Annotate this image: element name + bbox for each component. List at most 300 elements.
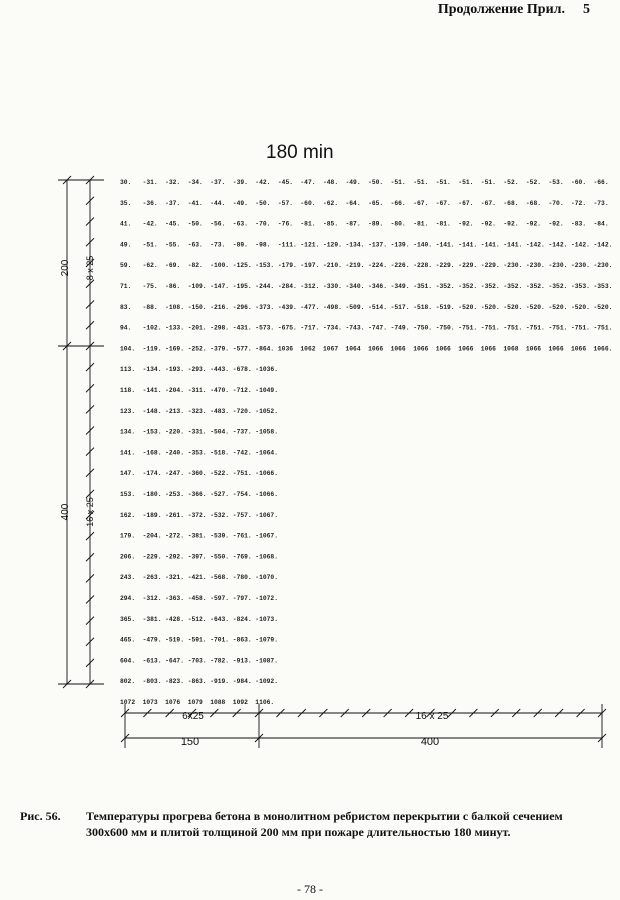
- temperature-cell: -479.: [142, 636, 162, 644]
- temperature-cell: 294.: [120, 595, 136, 602]
- temperature-cell: 1066: [390, 345, 406, 353]
- temperature-cell: -89.: [368, 220, 384, 228]
- temperature-cell: -129.: [323, 241, 342, 249]
- temperature-cell: -769.: [232, 553, 252, 561]
- temperature-cell: -153.: [142, 428, 162, 436]
- temperature-cell: -823.: [165, 678, 185, 686]
- temperature-cell: -65.: [368, 199, 384, 207]
- temperature-cell: -230.: [571, 262, 590, 270]
- temperature-cell: -353.: [187, 449, 207, 457]
- temperature-cell: -498.: [323, 303, 342, 311]
- temperature-cell: -150.: [187, 303, 207, 311]
- temperature-cell: 243.: [120, 574, 136, 582]
- temperature-cell: -80.: [390, 220, 406, 228]
- dim-left-total-top: 200: [60, 259, 71, 277]
- temperature-cell: 179.: [120, 532, 136, 540]
- temperature-cell: -352.: [435, 283, 455, 290]
- temperature-cell: -64.: [345, 199, 361, 207]
- temperature-cell: -1070.: [255, 574, 278, 582]
- temperature-cell: -133.: [165, 324, 185, 332]
- temperature-cell: 49.: [120, 241, 132, 249]
- temperature-cell: -520.: [503, 303, 523, 311]
- temperature-cell: 1088: [210, 699, 226, 706]
- temperature-cell: -443.: [210, 366, 230, 374]
- figure-title: 180 min: [266, 142, 334, 163]
- temperature-cell: -49.: [345, 179, 361, 186]
- temperature-cell: 113.: [120, 366, 136, 374]
- temperature-cell: -1079.: [255, 636, 278, 644]
- temperature-cell: -518.: [413, 303, 433, 311]
- temperature-cell: -67.: [413, 199, 429, 207]
- temperature-cell: -41.: [187, 199, 203, 207]
- temperature-cell: -139.: [390, 241, 410, 249]
- temperature-cell: 1062: [300, 345, 316, 353]
- temperature-cell: 83.: [120, 303, 132, 311]
- temperature-cell: -111.: [277, 241, 297, 249]
- temperature-cell: -180.: [142, 491, 162, 498]
- temperature-cell: -734.: [323, 324, 342, 332]
- temperature-cell: -50.: [187, 220, 203, 228]
- temperature-cell: -81.: [300, 220, 316, 228]
- temperature-cell: 1067: [323, 345, 339, 353]
- temperature-cell: 104.: [120, 345, 136, 353]
- temperature-cell: -119.: [142, 345, 162, 353]
- temperature-cell: -568.: [210, 574, 230, 582]
- temperature-cell: -522.: [210, 470, 230, 478]
- temperature-cell: -87.: [345, 220, 361, 228]
- temperature-cell: -712.: [232, 387, 252, 394]
- temperature-cell: 1076: [165, 699, 181, 706]
- temperature-cell: -52.: [525, 179, 542, 186]
- temperature-cell: 1066: [548, 345, 564, 353]
- temperature-cell: -229.: [480, 262, 500, 270]
- temperature-cell: -397.: [187, 553, 207, 561]
- temperature-cell: 1064: [345, 345, 361, 353]
- temperature-cell: -142.: [525, 241, 545, 249]
- temperature-cell: -470.: [210, 387, 230, 394]
- temperature-cell: -45.: [277, 179, 294, 186]
- temperature-cell: -31.: [142, 179, 158, 186]
- temperature-cell: -50.: [255, 199, 271, 207]
- temperature-cell: -352.: [480, 283, 500, 290]
- temperature-cell: -351.: [413, 283, 433, 290]
- temperature-cell: 1079: [187, 699, 203, 706]
- temperature-cell: -532.: [210, 511, 230, 519]
- temperature-cell: -263.: [142, 574, 162, 582]
- temperature-cell: -153.: [255, 262, 275, 270]
- temperature-cell: -352.: [548, 283, 568, 290]
- temperature-cell: -292.: [165, 553, 185, 561]
- temperature-cell: -82.: [187, 262, 203, 270]
- temperature-cell: -69.: [165, 262, 181, 270]
- temperature-cell: 1066.: [593, 345, 613, 353]
- temperature-cell: -458.: [187, 595, 207, 602]
- temperature-cell: 1066: [525, 345, 542, 353]
- temperature-cell: 94.: [120, 324, 132, 332]
- temperature-cell: -67.: [480, 199, 496, 207]
- temperature-cell: -230.: [525, 262, 545, 270]
- temperature-cell: -353.: [571, 283, 590, 290]
- temperature-cell: -240.: [165, 449, 185, 457]
- dim-bottom-pitch-right: 16 x 25: [415, 711, 449, 722]
- temperature-cell: -253.: [165, 491, 185, 498]
- temperature-cell: -1052.: [255, 407, 278, 415]
- temperature-cell: -913.: [232, 657, 252, 665]
- temperature-cell: -51.: [390, 179, 406, 186]
- temperature-cell: 71.: [120, 283, 132, 290]
- temperature-cell: -757.: [232, 511, 252, 519]
- temperature-cell: -1058.: [255, 428, 278, 436]
- temperature-cell: -121.: [300, 241, 320, 249]
- temperature-cell: -62.: [142, 262, 158, 270]
- temperature-cell: 1066: [368, 345, 384, 353]
- temperature-cell: -1067.: [255, 511, 278, 519]
- temperature-cell: -613.: [142, 657, 162, 665]
- temperature-cell: -747.: [368, 324, 388, 332]
- temperature-cell: -330.: [323, 283, 342, 290]
- temperature-cell: -703.: [187, 657, 207, 665]
- temperature-cell: -323.: [187, 407, 207, 415]
- temperature-cell: -512.: [187, 615, 207, 623]
- temperature-cell: 1073: [142, 699, 158, 706]
- temperature-cell: -168.: [142, 449, 162, 457]
- temperature-cell: -147.: [210, 283, 230, 290]
- temperature-cell: -228.: [413, 262, 433, 270]
- temperature-cell: -67.: [458, 199, 474, 207]
- temperature-cell: 141.: [120, 449, 136, 457]
- temperature-cell: -824.: [232, 615, 252, 623]
- temperature-cell: -229.: [142, 553, 162, 561]
- temperature-cell: -349.: [390, 283, 410, 290]
- temperature-cell: -919.: [210, 678, 230, 686]
- temperature-cell: -60.: [300, 199, 316, 207]
- temperature-cell: -550.: [210, 553, 230, 561]
- temperature-cell: -44.: [210, 199, 226, 207]
- header-text: Продолжение Прил.: [437, 2, 565, 17]
- temperature-cell: -372.: [187, 511, 207, 519]
- temperature-cell: -1068.: [255, 553, 278, 561]
- temperature-cell: -1066.: [255, 491, 278, 498]
- temperature-cell: -226.: [390, 262, 410, 270]
- temperature-cell: 465.: [120, 636, 136, 644]
- temperature-cell: -81.: [435, 220, 451, 228]
- temperature-cell: -751.: [571, 324, 590, 332]
- temperature-cell: -148.: [142, 407, 162, 415]
- temperature-cell: -141.: [480, 241, 500, 249]
- temperature-cell: -751.: [232, 470, 252, 478]
- temperature-cell: 123.: [120, 407, 136, 415]
- temperature-cell: -108.: [165, 303, 185, 311]
- temperature-cell: -360.: [187, 470, 207, 478]
- temperature-cell: 147.: [120, 470, 136, 478]
- temperature-cell: -37.: [165, 199, 181, 207]
- temperature-cell: -743.: [345, 324, 365, 332]
- temperature-grid: [120, 179, 612, 706]
- temperature-cell: -141.: [142, 387, 162, 394]
- temperature-cell: -312.: [142, 595, 162, 602]
- temperature-cell: -230.: [548, 262, 568, 270]
- temperature-cell: -720.: [232, 407, 252, 415]
- temperature-cell: -754.: [232, 491, 252, 498]
- temperature-cell: 365.: [120, 615, 136, 623]
- temperature-cell: -88.: [142, 303, 158, 311]
- temperature-cell: -573.: [255, 324, 275, 332]
- temperature-cell: -751.: [503, 324, 523, 332]
- temperature-cell: -750.: [435, 324, 455, 332]
- temperature-cell: -137.: [368, 241, 388, 249]
- temperature-cell: -197.: [300, 262, 320, 270]
- temperature-cell: -749.: [390, 324, 410, 332]
- temperature-cell: -519.: [435, 303, 455, 311]
- temperature-cell: -984.: [232, 678, 252, 686]
- temperature-cell: -51.: [435, 179, 451, 186]
- temperature-cell: -50.: [368, 179, 384, 186]
- dim-bottom-total-left: 150: [180, 736, 200, 748]
- temperature-cell: 162.: [120, 511, 136, 519]
- temperature-cell: -1092.: [255, 678, 278, 686]
- temperature-cell: 1066: [480, 345, 496, 353]
- temperature-cell: -73.: [593, 199, 609, 207]
- caption-label: Рис. 56.: [20, 809, 61, 823]
- temperature-cell: -863.: [187, 678, 207, 686]
- temperature-cell: -675.: [277, 324, 297, 332]
- temperature-cell: 1066: [435, 345, 451, 353]
- temperature-cell: 1072: [120, 699, 136, 706]
- temperature-cell: -647.: [165, 657, 185, 665]
- temperature-cell: -51.: [142, 241, 158, 249]
- temperature-cell: 604.: [120, 657, 136, 665]
- temperature-cell: -1049.: [255, 387, 278, 394]
- temperature-cell: -782.: [210, 657, 230, 665]
- temperature-cell: -421.: [187, 574, 207, 582]
- temperature-cell: -68.: [525, 199, 542, 207]
- temperature-cell: -102.: [142, 324, 162, 332]
- temperature-cell: -84.: [593, 220, 609, 228]
- temperature-cell: -293.: [187, 366, 207, 374]
- temperature-cell: -189.: [142, 511, 162, 519]
- temperature-cell: -83.: [571, 220, 587, 228]
- temperature-cell: -70.: [548, 199, 564, 207]
- temperature-cell: -353.: [593, 283, 613, 290]
- page-number: - 78 -: [297, 882, 323, 896]
- temperature-cell: -224.: [368, 262, 388, 270]
- temperature-cell: -53.: [548, 179, 564, 186]
- temperature-cell: -381.: [142, 615, 162, 623]
- temperature-cell: -230.: [503, 262, 523, 270]
- temperature-cell: -520.: [593, 303, 613, 311]
- temperature-cell: -66.: [593, 179, 609, 186]
- temperature-cell: 1066: [571, 345, 587, 353]
- temperature-cell: -750.: [413, 324, 433, 332]
- temperature-cell: -34.: [187, 179, 203, 186]
- temperature-cell: -134.: [345, 241, 365, 249]
- temperature-cell: -539.: [210, 532, 230, 540]
- temperature-cell: -63.: [187, 241, 203, 249]
- temperature-cell: -742.: [232, 449, 252, 457]
- temperature-cell: -229.: [458, 262, 478, 270]
- temperature-cell: -751.: [548, 324, 568, 332]
- temperature-cell: -346.: [368, 283, 388, 290]
- temperature-cell: -519.: [165, 636, 185, 644]
- header-appendix-number: 5: [583, 2, 590, 17]
- temperature-cell: -68.: [503, 199, 519, 207]
- temperature-cell: -125.: [232, 262, 252, 270]
- temperature-cell: -142.: [593, 241, 613, 249]
- temperature-cell: -520.: [525, 303, 545, 311]
- temperature-cell: 1066: [413, 345, 429, 353]
- temperature-cell: -373.: [255, 303, 275, 311]
- temperature-cell: -86.: [165, 283, 181, 290]
- temperature-cell: -366.: [187, 491, 207, 498]
- temperature-cell: -72.: [571, 199, 587, 207]
- temperature-cell: -379.: [210, 345, 230, 353]
- temperature-cell: -63.: [232, 220, 248, 228]
- temperature-cell: -352.: [458, 283, 478, 290]
- temperature-cell: -1066.: [255, 470, 278, 478]
- temperature-cell: -591.: [187, 636, 207, 644]
- temperature-cell: -49.: [232, 199, 248, 207]
- temperature-cell: -1036.: [255, 366, 278, 374]
- temperature-cell: -201.: [187, 324, 207, 332]
- temperature-cell: -100.: [210, 262, 230, 270]
- temperature-cell: -92.: [480, 220, 496, 228]
- temperature-cell: -52.: [503, 179, 519, 186]
- temperature-cell: -1072.: [255, 595, 278, 602]
- temperature-cell: -352.: [525, 283, 545, 290]
- temperature-cell: -220.: [165, 428, 185, 436]
- temperature-cell: -863.: [232, 636, 252, 644]
- temperature-cell: -312.: [300, 283, 320, 290]
- temperature-cell: -62.: [323, 199, 339, 207]
- temperature-cell: -504.: [210, 428, 230, 436]
- temperature-cell: -98.: [255, 241, 271, 249]
- temperature-cell: -296.: [232, 303, 252, 311]
- temperature-cell: -737.: [232, 428, 252, 436]
- temperature-cell: -92.: [548, 220, 564, 228]
- temperature-cell: -520.: [480, 303, 500, 311]
- temperature-cell: -311.: [187, 387, 207, 394]
- temperature-cell: -751.: [458, 324, 478, 332]
- temperature-cell: -298.: [210, 324, 230, 332]
- temperature-cell: 153.: [120, 491, 136, 498]
- caption-text: Температуры прогрева бетона в монолитном ребристом перекрытии с балкой сечением 300х600 мм и плитой толщиной 200 мм при пожаре длительностью 180 минут.: [86, 809, 563, 839]
- temperature-cell: -56.: [210, 220, 226, 228]
- temperature-cell: -381.: [187, 532, 207, 540]
- temperature-cell: 35.: [120, 199, 132, 207]
- temperature-cell: -195.: [232, 283, 252, 290]
- temperature-cell: -518.: [210, 449, 230, 457]
- temperature-cell: -230.: [593, 262, 613, 270]
- temperature-cell: 118.: [120, 387, 136, 394]
- temperature-cell: 1092: [232, 699, 248, 706]
- temperature-cell: -81.: [413, 220, 429, 228]
- temperature-cell: -142.: [548, 241, 568, 249]
- temperature-cell: -780.: [232, 574, 252, 582]
- temperature-cell: -527.: [210, 491, 230, 498]
- temperature-cell: -92.: [458, 220, 474, 228]
- temperature-cell: -73.: [210, 241, 226, 249]
- dim-left-pitch-bottom: 16 x 25: [85, 497, 95, 527]
- temperature-cell: -643.: [210, 615, 230, 623]
- temperature-cell: -229.: [435, 262, 455, 270]
- temperature-cell: -169.: [165, 345, 185, 353]
- temperature-cell: 206.: [120, 553, 136, 561]
- temperature-cell: -174.: [142, 470, 162, 478]
- temperature-cell: -89.: [232, 241, 248, 249]
- temperature-cell: -597.: [210, 595, 230, 602]
- temperature-cell: 1068: [503, 345, 519, 353]
- temperature-cell: -701.: [210, 636, 230, 644]
- temperature-cell: -85.: [323, 220, 339, 228]
- temperature-cell: -134.: [142, 366, 162, 374]
- temperature-cell: -803.: [142, 678, 162, 686]
- temperature-cell: -36.: [142, 199, 158, 207]
- temperature-cell: -70.: [255, 220, 271, 228]
- temperature-cell: 30.: [120, 179, 132, 186]
- temperature-cell: -51.: [458, 179, 474, 186]
- temperature-cell: -57.: [277, 199, 294, 207]
- temperature-cell: -439.: [277, 303, 297, 311]
- temperature-cell: -1067.: [255, 532, 278, 540]
- temperature-cell: -272.: [165, 532, 185, 540]
- dim-bottom-pitch-left: 6x25: [182, 711, 204, 722]
- temperature-cell: -51.: [480, 179, 496, 186]
- figure-caption: [20, 808, 605, 840]
- temperature-cell: -751.: [525, 324, 545, 332]
- temperature-cell: 41.: [120, 220, 132, 228]
- temperature-cell: -284.: [277, 283, 297, 290]
- temperature-cell: 1036: [277, 345, 294, 353]
- temperature-cell: -92.: [503, 220, 519, 228]
- temperature-cell: -60.: [571, 179, 587, 186]
- temperature-cell: 1066: [458, 345, 474, 353]
- temperature-cell: -39.: [232, 179, 248, 186]
- temperature-cell: -520.: [571, 303, 590, 311]
- temperature-cell: -66.: [390, 199, 406, 207]
- temperature-cell: -210.: [323, 262, 342, 270]
- temperature-cell: -331.: [187, 428, 207, 436]
- temperature-cell: -179.: [277, 262, 297, 270]
- temperature-cell: -42.: [142, 220, 158, 228]
- temperature-cell: -717.: [300, 324, 320, 332]
- temperature-cell: -48.: [323, 179, 339, 186]
- temperature-cell: -363.: [165, 595, 185, 602]
- temperature-cell: -244.: [255, 283, 275, 290]
- temperature-cell: -483.: [210, 407, 230, 415]
- temperature-cell: -520.: [548, 303, 568, 311]
- temperature-cell: -247.: [165, 470, 185, 478]
- temperature-cell: 134.: [120, 428, 136, 436]
- temperature-cell: -109.: [187, 283, 207, 290]
- temperature-cell: -216.: [210, 303, 230, 311]
- temperature-cell: -140.: [413, 241, 433, 249]
- temperature-cell: -517.: [390, 303, 410, 311]
- temperature-cell: -45.: [165, 220, 181, 228]
- temperature-cell: -42.: [255, 179, 271, 186]
- dim-left-total-bottom: 400: [60, 503, 71, 521]
- temperature-cell: -428.: [165, 615, 185, 623]
- temperature-cell: -213.: [165, 407, 185, 415]
- temperature-cell: -761.: [232, 532, 252, 540]
- temperature-cell: 59.: [120, 262, 132, 270]
- temperature-cell: -678.: [232, 366, 252, 374]
- temperature-cell: -477.: [300, 303, 320, 311]
- temperature-cell: -141.: [435, 241, 455, 249]
- temperature-cell: -514.: [368, 303, 388, 311]
- temperature-cell: -751.: [593, 324, 613, 332]
- temperature-cell: -32.: [165, 179, 181, 186]
- temperature-cell: -321.: [165, 574, 185, 582]
